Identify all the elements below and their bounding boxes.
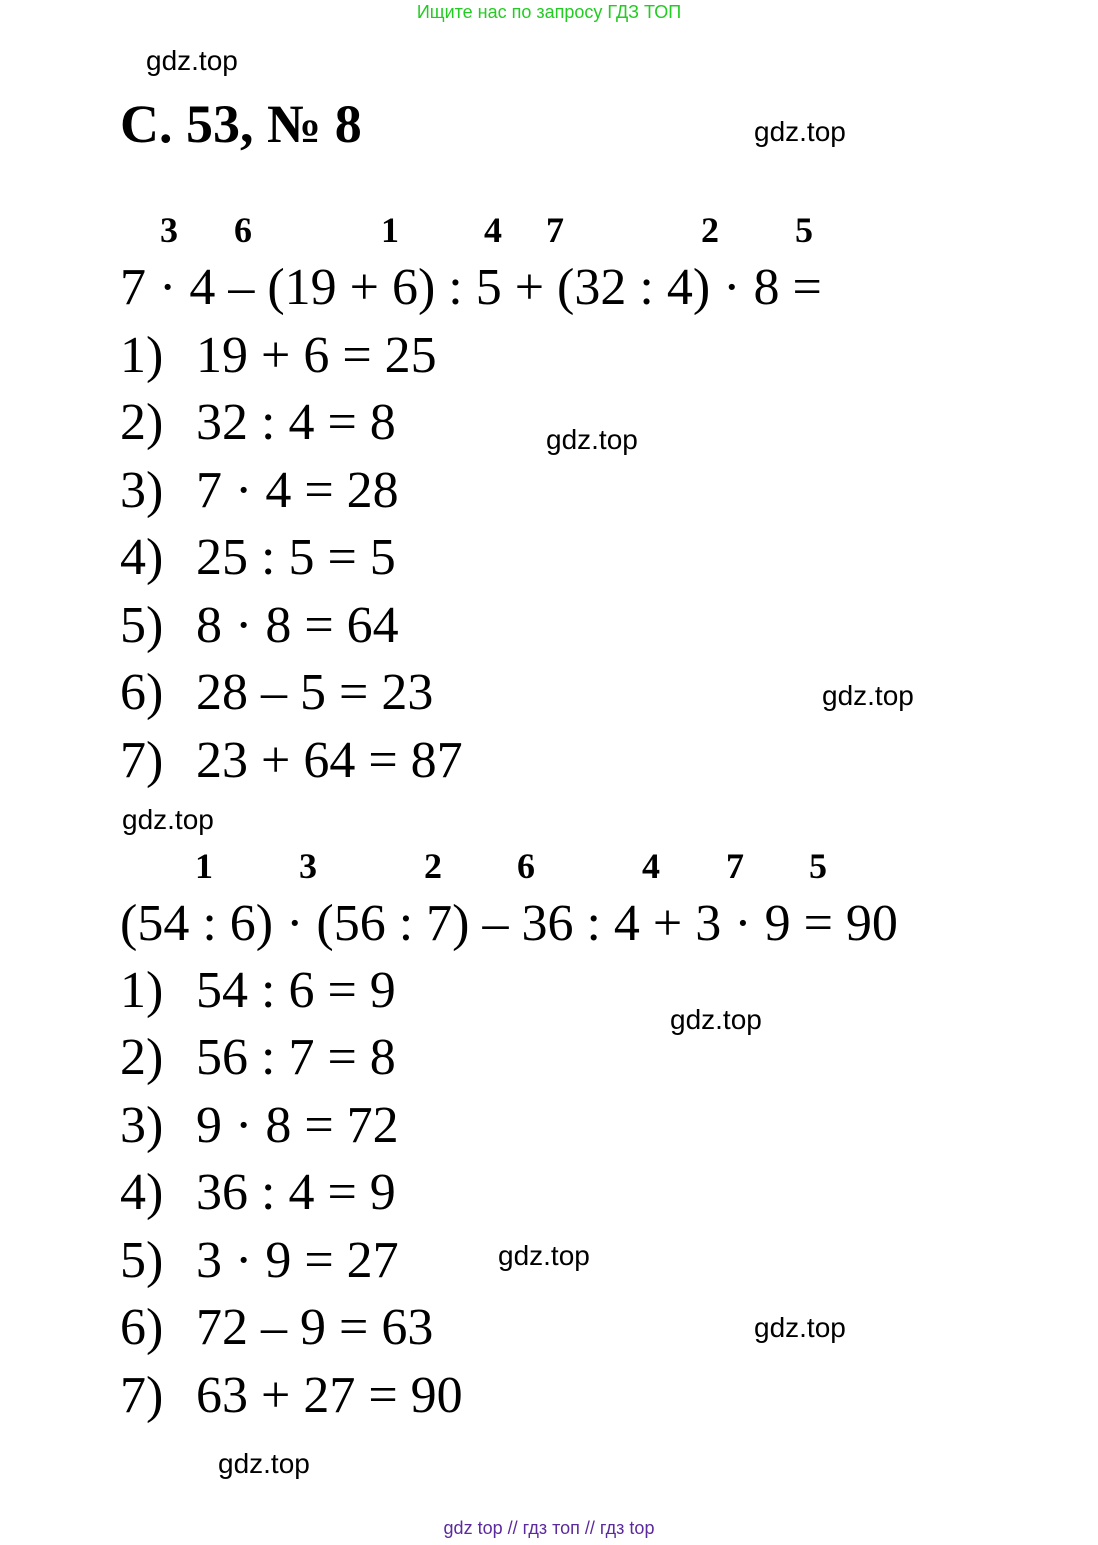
solution-step	[120, 663, 433, 723]
top-banner: Ищите нас по запросу ГДЗ ТОП	[416, 2, 682, 22]
order-number: 1	[195, 846, 213, 886]
step-text: 8 · 8 = 64	[196, 597, 399, 654]
step-number: 6)	[120, 1299, 164, 1356]
watermark: gdz.top	[754, 1312, 846, 1343]
order-number: 4	[642, 846, 660, 886]
solution-step	[120, 393, 396, 453]
step-text: 54 : 6 = 9	[196, 962, 396, 1019]
solution-step	[120, 326, 437, 386]
step-text: 56 : 7 = 8	[196, 1029, 396, 1086]
step-number: 6)	[120, 664, 164, 721]
watermark: gdz.top	[754, 116, 846, 147]
order-number: 7	[546, 210, 564, 250]
step-text: 25 : 5 = 5	[196, 529, 396, 586]
order-number: 2	[701, 210, 719, 250]
solution-step	[120, 961, 396, 1021]
step-text: 23 + 64 = 87	[196, 732, 463, 789]
step-text: 63 + 27 = 90	[196, 1367, 463, 1424]
watermark: gdz.top	[498, 1240, 590, 1271]
step-number: 5)	[120, 597, 164, 654]
solution-step	[120, 1366, 463, 1426]
step-number: 3)	[120, 1097, 164, 1154]
step-text: 3 · 9 = 27	[196, 1232, 399, 1289]
order-number: 5	[809, 846, 827, 886]
order-number: 4	[484, 210, 502, 250]
order-number: 3	[160, 210, 178, 250]
footer-links: gdz top // гдз топ // гдз top	[443, 1518, 655, 1538]
order-number: 2	[424, 846, 442, 886]
watermark: gdz.top	[822, 680, 914, 711]
order-number: 6	[234, 210, 252, 250]
step-text: 9 · 8 = 72	[196, 1097, 399, 1154]
step-text: 72 – 9 = 63	[196, 1299, 434, 1356]
step-number: 4)	[120, 1164, 164, 1221]
watermark: gdz.top	[546, 424, 638, 455]
order-number: 5	[795, 210, 813, 250]
watermark: gdz.top	[122, 804, 214, 835]
step-number: 5)	[120, 1232, 164, 1289]
solution-step	[120, 1028, 396, 1088]
page-title: С. 53, № 8	[120, 94, 362, 154]
order-number: 3	[299, 846, 317, 886]
step-text: 32 : 4 = 8	[196, 394, 396, 451]
step-text: 19 + 6 = 25	[196, 327, 437, 384]
solution-step	[120, 461, 399, 521]
step-number: 2)	[120, 1029, 164, 1086]
solution-step	[120, 731, 463, 791]
step-number: 4)	[120, 529, 164, 586]
problem2-expression: (54 : 6) · (56 : 7) – 36 : 4 + 3 · 9 = 90	[120, 895, 898, 952]
step-number: 7)	[120, 732, 164, 789]
step-number: 7)	[120, 1367, 164, 1424]
step-text: 28 – 5 = 23	[196, 664, 434, 721]
watermark: gdz.top	[146, 45, 238, 76]
solution-step	[120, 1096, 399, 1156]
watermark: gdz.top	[218, 1448, 310, 1479]
order-number: 6	[517, 846, 535, 886]
solution-step	[120, 1231, 399, 1291]
step-number: 1)	[120, 962, 164, 1019]
step-text: 36 : 4 = 9	[196, 1164, 396, 1221]
problem1-expression: 7 · 4 – (19 + 6) : 5 + (32 : 4) · 8 =	[120, 259, 822, 316]
solution-step	[120, 596, 399, 656]
solution-step	[120, 1163, 396, 1223]
order-number: 1	[381, 210, 399, 250]
watermark: gdz.top	[670, 1004, 762, 1035]
solution-step	[120, 528, 396, 588]
step-text: 7 · 4 = 28	[196, 462, 399, 519]
step-number: 1)	[120, 327, 164, 384]
order-number: 7	[726, 846, 744, 886]
step-number: 2)	[120, 394, 164, 451]
solution-step	[120, 1298, 433, 1358]
step-number: 3)	[120, 462, 164, 519]
